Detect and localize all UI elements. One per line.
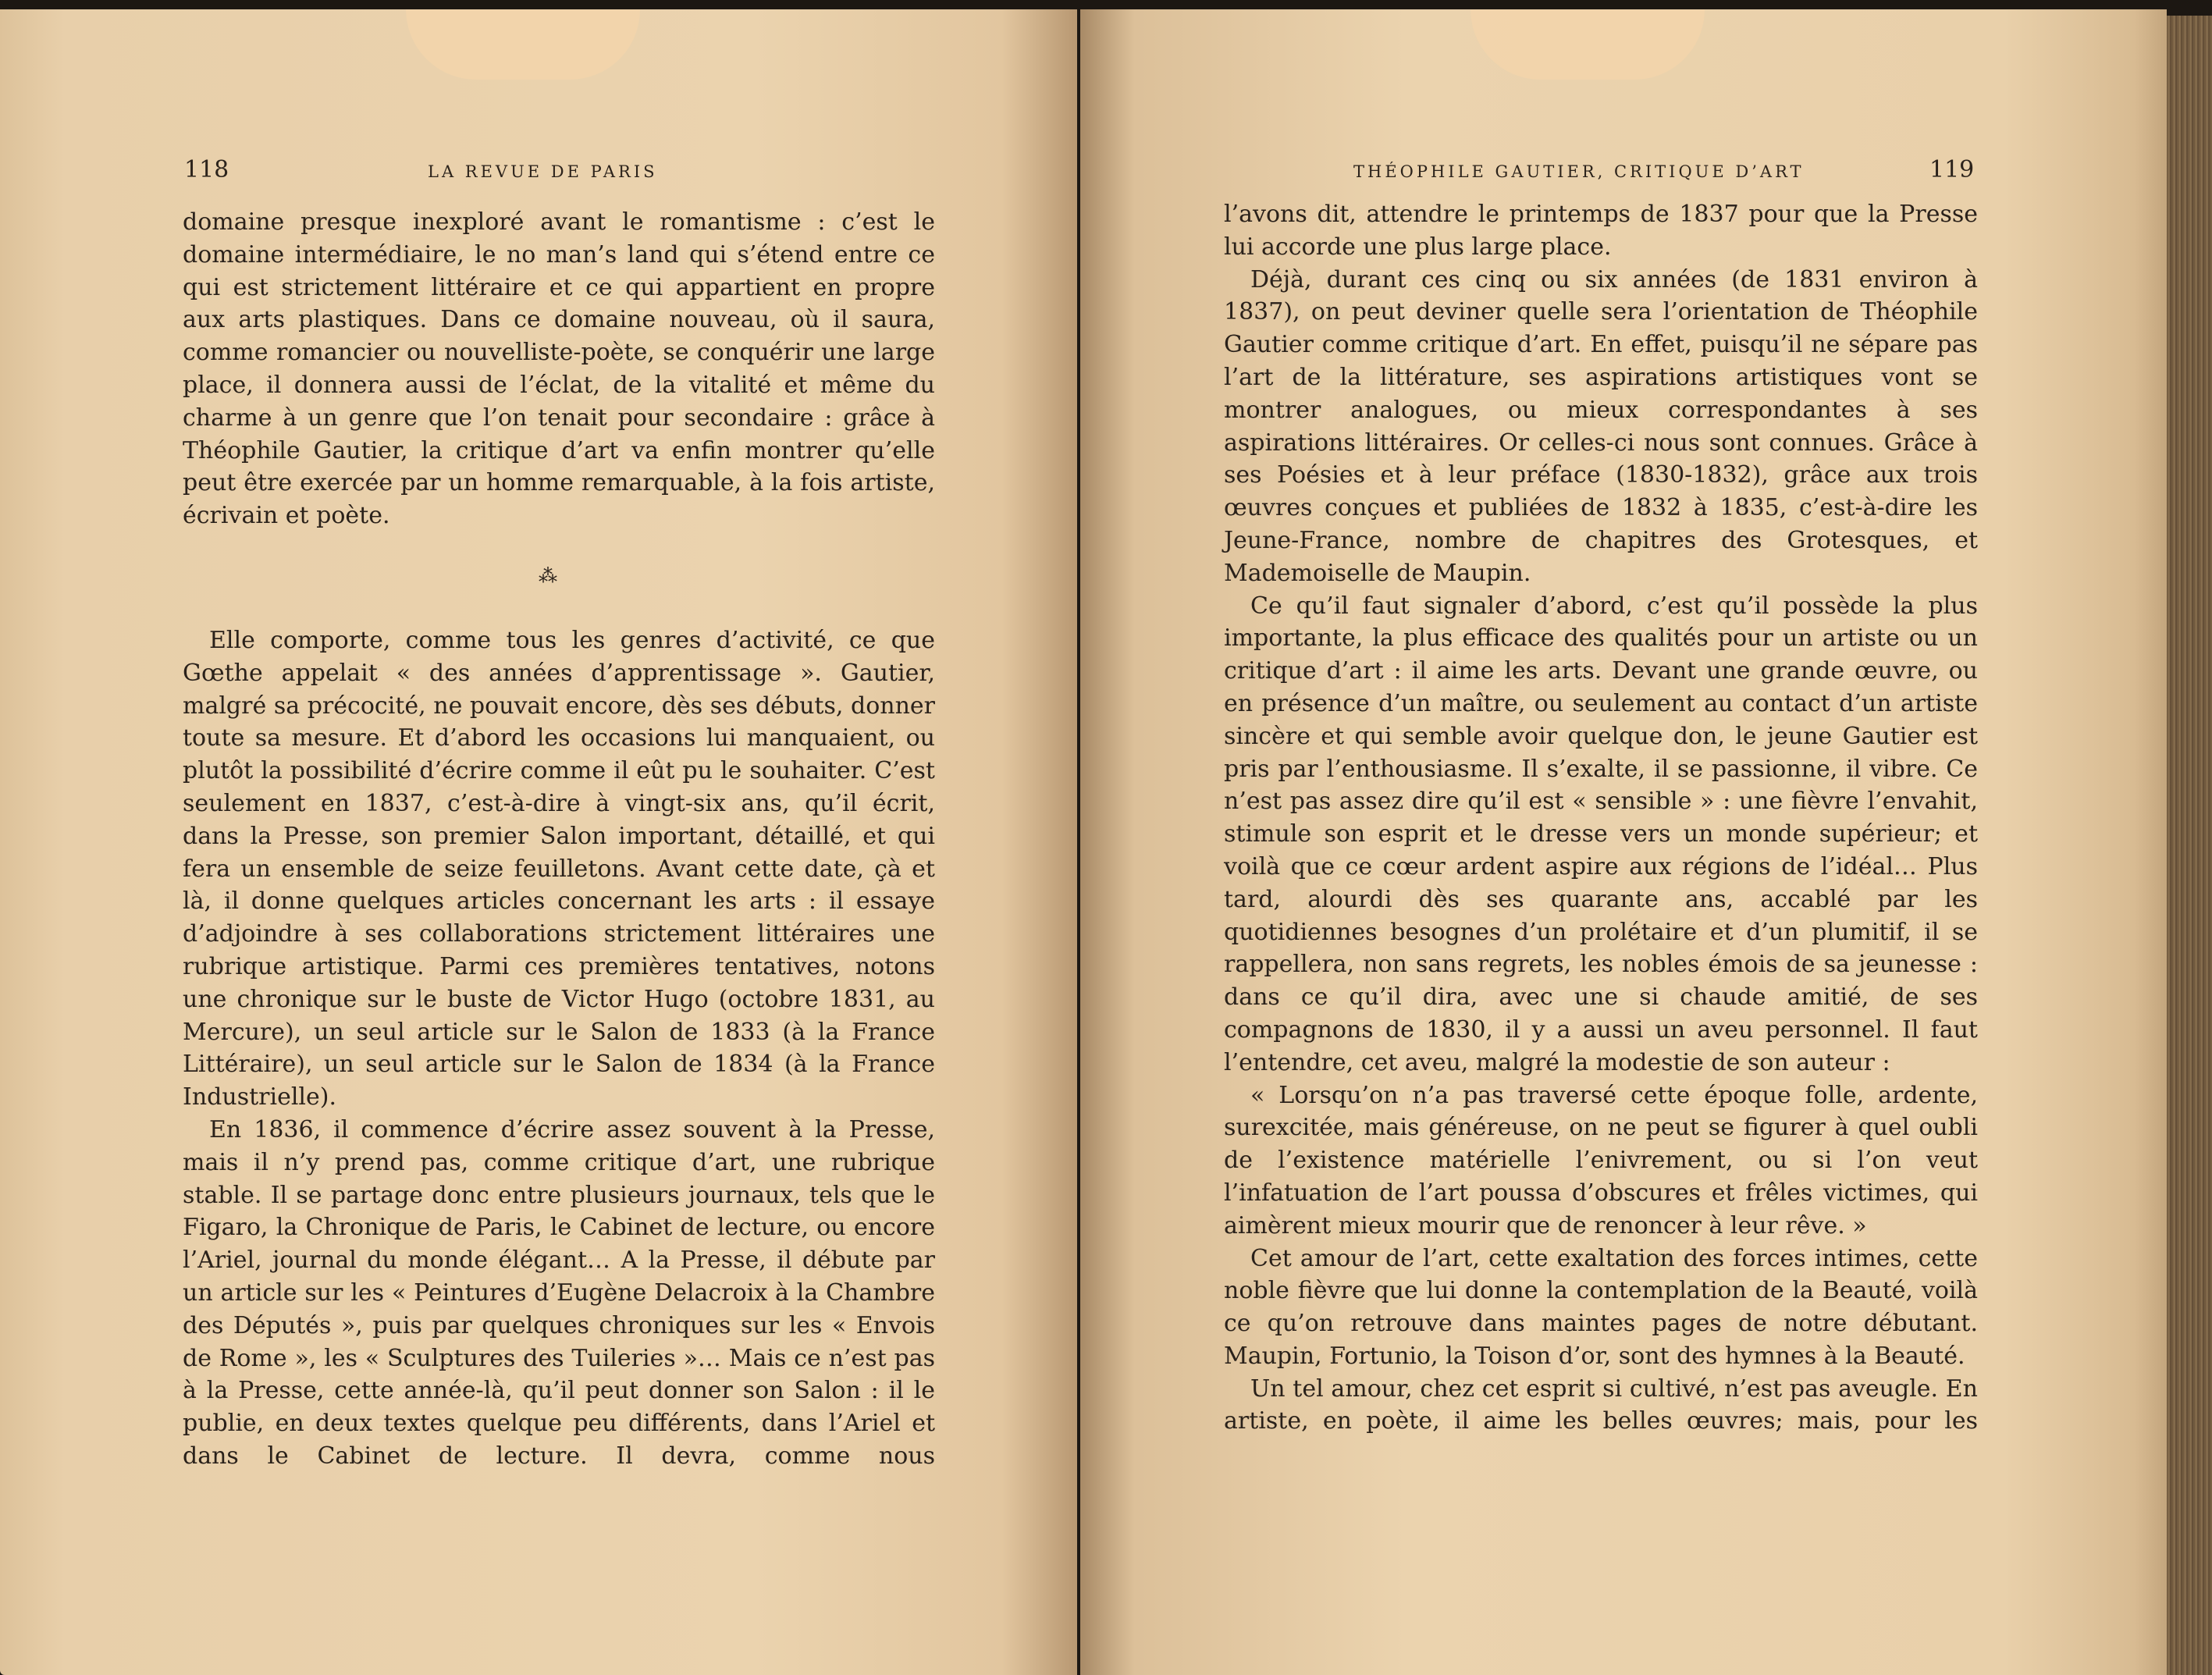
paragraph: Déjà, durant ces cinq ou six années (de 1831 environ à 1837), on peut deviner quelle sera l’orientation de Théophile Gautier comme critique d’art. En effet, puisqu’il ne sépare pas l’art de la littérature, ses aspirations artistiques vont se montrer analogues, ou mieux correspondantes à ses aspirations littéraires. Or celles-ci nous sont connues. Grâce à ses Poésies et à leur préface (1830-1832), grâce aux trois œuvres conçues et publiées de 1832 à 1835, c’est-à-dire les Jeune-France, nombre de chapitres des Grotesques, et Mademoiselle de Maupin. <box>1224 265 1978 587</box>
paragraph: Un tel amour, chez cet esprit si cultivé, n’est pas aveugle. En artiste, en poète, il aime les belles œuvres; mais, pour les <box>1224 1374 1978 1435</box>
left-page <box>0 9 1077 1675</box>
light-spot <box>406 9 640 80</box>
running-head-left: LA REVUE DE PARIS <box>428 162 658 181</box>
right-text <box>1224 198 1978 1438</box>
light-spot <box>1471 9 1705 80</box>
paragraph: Ce qu’il faut signaler d’abord, c’est qu’il possède la plus importante, la plus efficace des qualités pour un artiste ou un critique d’art : il aime les arts. Devant une grande œuvre, ou en présence d’un maître, ou seulement au contact d’un artiste sincère et qui semble avoir quelque don, le jeune Gautier est pris par l’enthousiasme. Il s’exalte, il se passionne, il vibre. Ce n’est pas assez dire qu’il est « sensible » : une fièvre l’envahit, stimule son esprit et le dresse vers un monde supérieur; et voilà que ce cœur ardent aspire aux régions de l’idéal… Plus tard, alourdi dès ses quarante ans, accablé par les quotidiennes besognes d’un prolétaire et d’un plumitif, il se rappellera, non sans regrets, les nobles émois de sa jeunesse : dans ce qu’il dira, avec une si chaude amitié, de ses compagnons de 1830, il y a aussi un aveu personnel. Il faut l’entendre, cet aveu, malgré la modestie de son auteur : <box>1224 592 1978 1076</box>
paragraph: Elle comporte, comme tous les genres d’activité, ce que Gœthe appelait « des années d’apprentissage ». Gautier, malgré sa précocité, ne pouvait encore, dès ses débuts, donner toute sa mesure. Et d’abord les occasions lui manquaient, ou plutôt la possibilité d’écrire comme il eût pu le souhaiter. C’est seulement en 1837, c’est-à-dire à vingt-six ans, qu’il écrit, dans la Presse, son premier Salon important, détaillé, et qui fera un ensemble de seize feuilletons. Avant cette date, çà et là, il donne quelques articles concernant les arts : il essaye d’adjoindre à ses collaborations strictement littéraires une rubrique artistique. Parmi ces premières tentatives, notons une chronique sur le buste de Victor Hugo (octobre 1831, au Mercure), un seul article sur le Salon de 1833 (à la France Littéraire), un seul article sur le Salon de 1834 (à la France Industrielle). <box>183 627 935 1111</box>
left-text-bottom <box>183 624 935 1473</box>
page-edges <box>2167 16 2212 1675</box>
quotation: « Lorsqu’on n’a pas traversé cette époque folle, ardente, surexcitée, mais généreuse, on ne peut se figurer à quel oubli de l’existence matérielle l’enivrement, ou si l’on veut l’infatuation de l’art poussa d’obscures et frêles victimes, qui aimèrent mieux mourir que de renoncer à leur rêve. » <box>1224 1081 1978 1239</box>
paragraph: Cet amour de l’art, cette exaltation des forces intimes, cette noble fièvre que lui donne la contemplation de la Beauté, voilà ce qu’on retrouve dans maintes pages de notre débutant. Maupin, Fortunio, la Toison d’or, sont des hymnes à la Beauté. <box>1224 1244 1978 1370</box>
section-ornament: ⁂ <box>539 565 557 587</box>
running-head-right: THÉOPHILE GAUTIER, CRITIQUE D’ART <box>1353 162 1805 181</box>
page-number-right: 119 <box>1929 156 1975 183</box>
paragraph: domaine presque inexploré avant le romantisme : c’est le domaine intermédiaire, le no man’s land qui s’étend entre ce qui est strictement littéraire et ce qui appartient en propre aux arts plastiques. Dans ce domaine nouveau, où il saura, comme romancier ou nouvelliste-poète, se conquérir une large place, il donnera aussi de l’éclat, de la vitalité et même du charme à un genre que l’on tenait pour secondaire : grâce à Théophile Gautier, la critique d’art va enfin montrer qu’elle peut être exercée par un homme remarquable, à la fois artiste, écrivain et poète. <box>183 208 935 530</box>
right-page <box>1080 9 2167 1675</box>
paragraph: l’avons dit, attendre le printemps de 1837 pour que la Presse lui accorde une plus large place. <box>1224 201 1978 261</box>
paragraph: En 1836, il commence d’écrire assez souvent à la Presse, mais il n’y prend pas, comme critique d’art, une rubrique stable. Il se partage donc entre plusieurs journaux, tels que le Figaro, la Chronique de Paris, le Cabinet de lecture, ou encore l’Ariel, journal du monde élégant… A la Presse, il débute par un article sur les « Peintures d’Eugène Delacroix à la Chambre des Députés », puis par quelques chroniques sur les « Envois de Rome », les « Sculptures des Tuileries »… Mais ce n’est pas à la Presse, cette année-là, qu’il peut donner son Salon : il le publie, en deux textes quelque peu différents, dans l’Ariel et dans le Cabinet de lecture. Il devra, comme nous <box>183 1115 935 1470</box>
left-text-top <box>183 206 935 532</box>
page-number-left: 118 <box>184 156 229 183</box>
